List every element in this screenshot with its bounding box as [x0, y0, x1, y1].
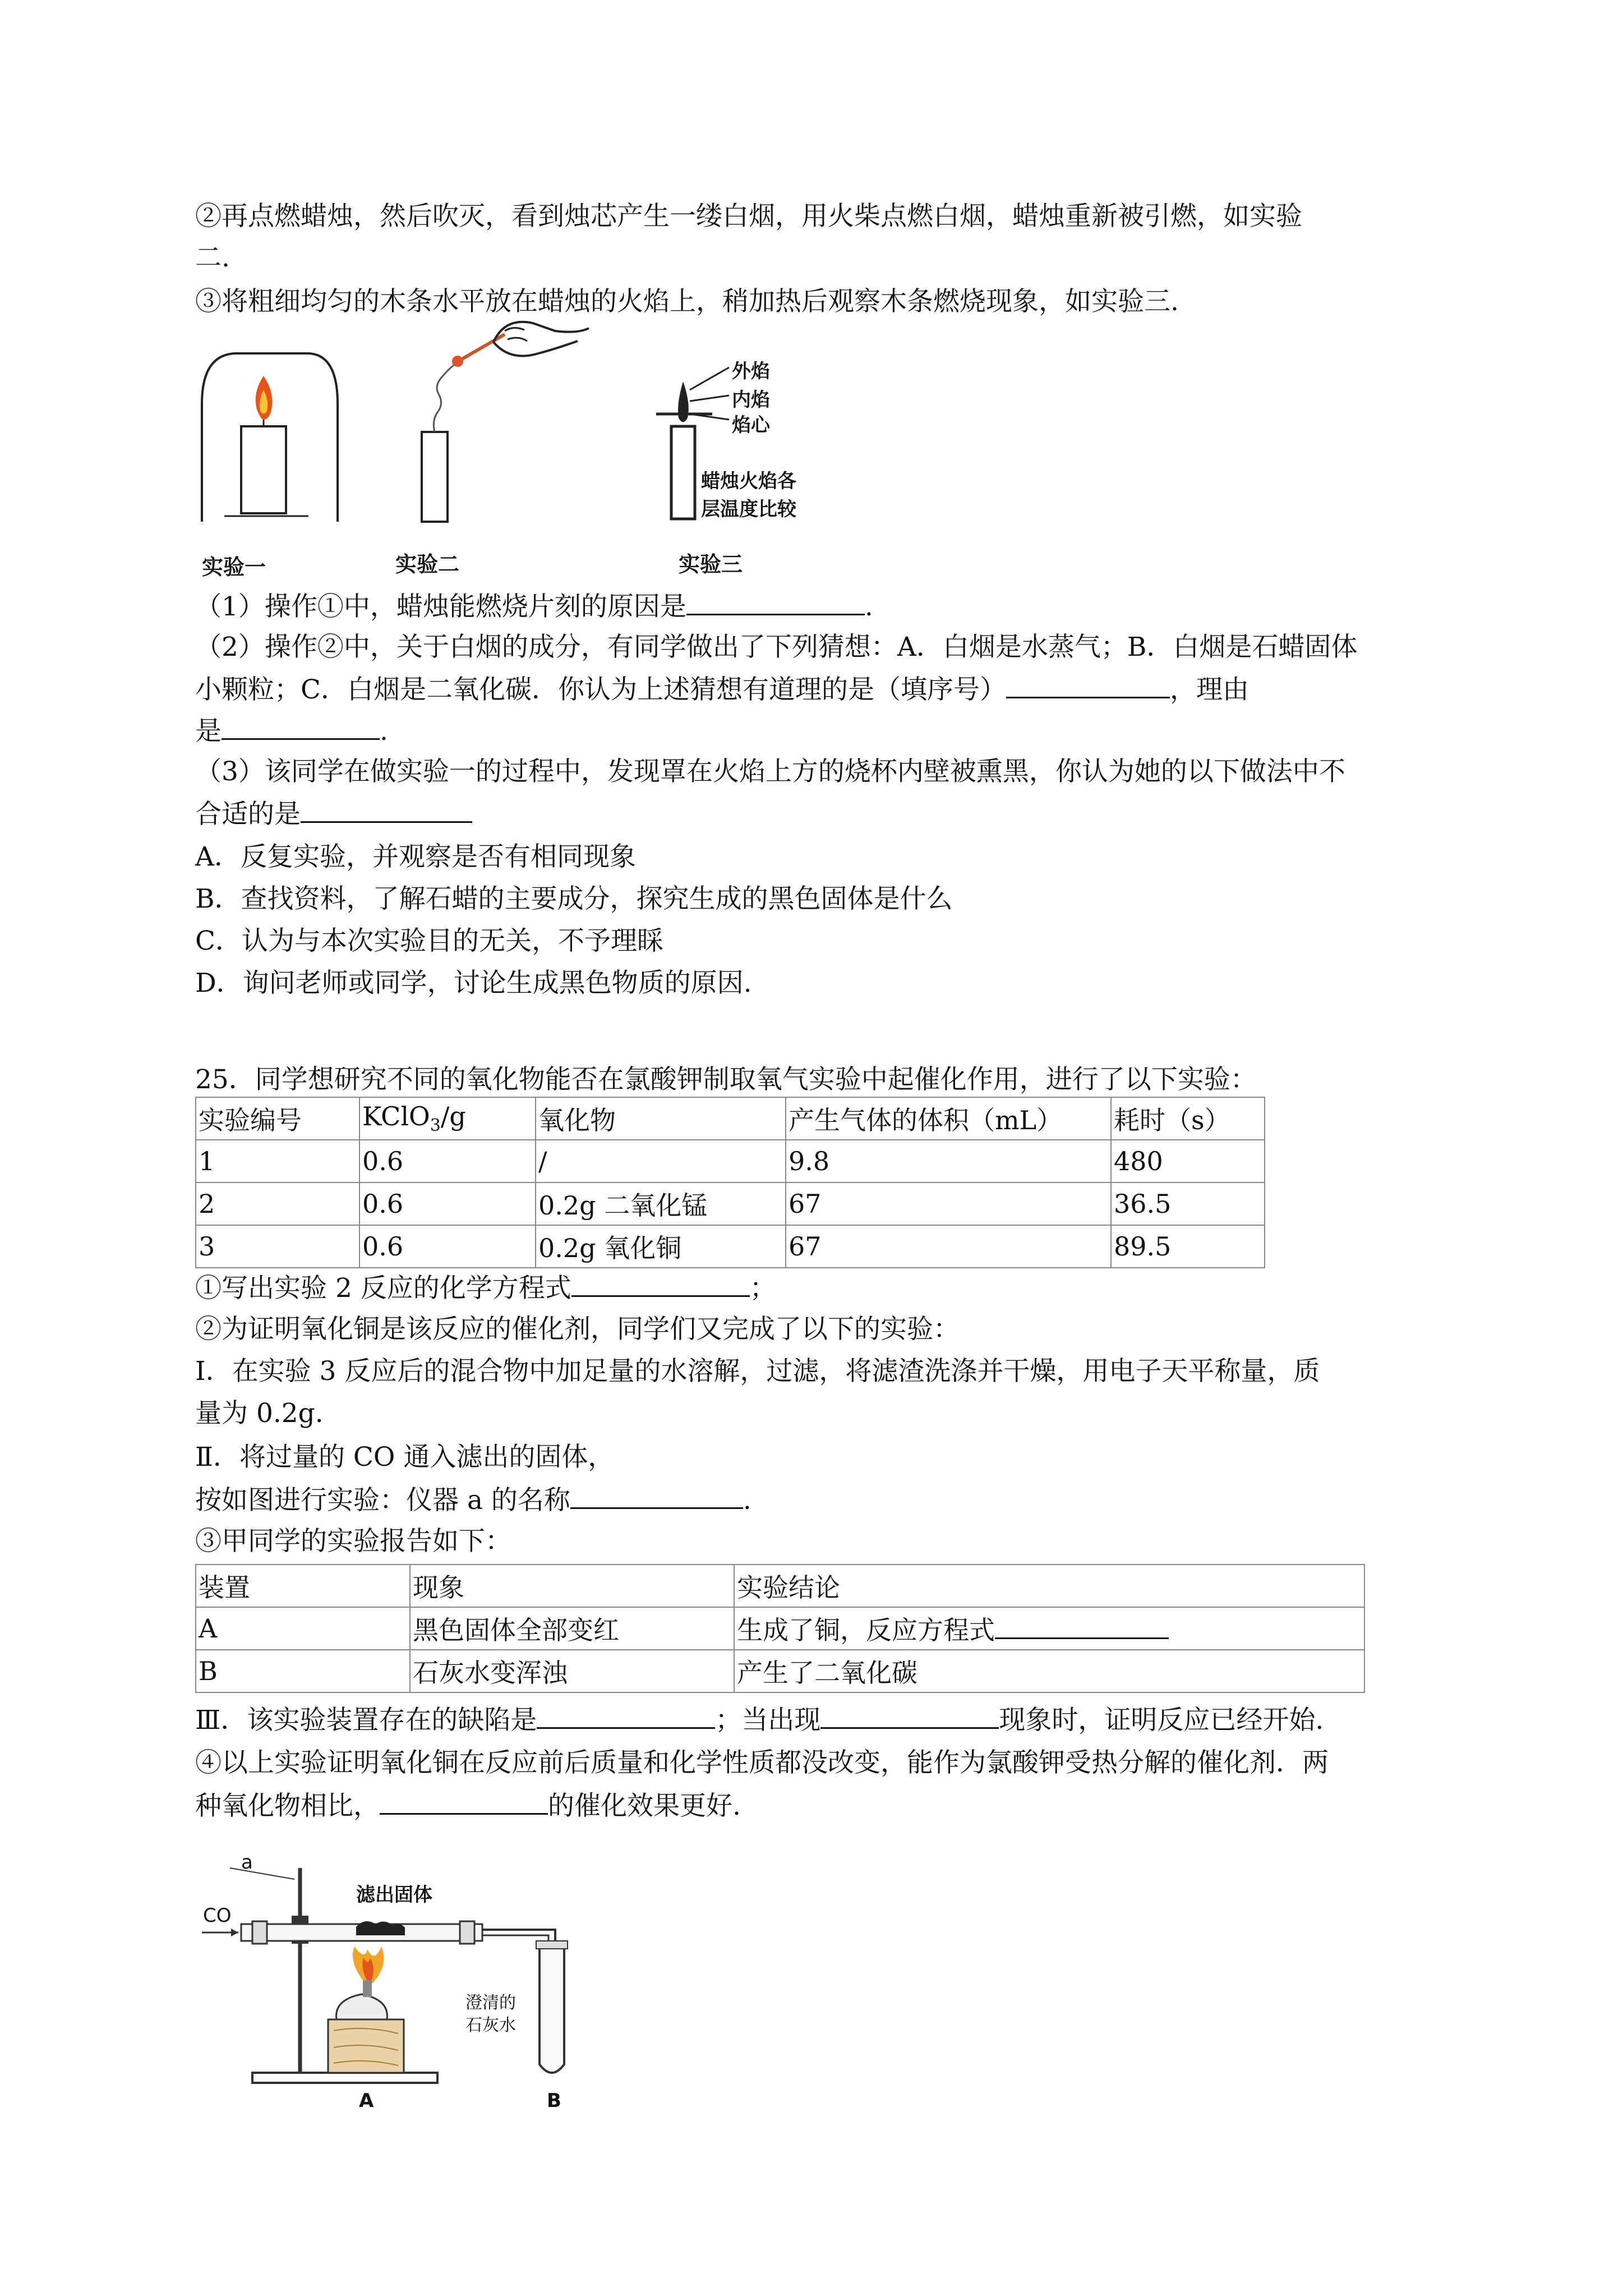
table-row: 1 0.6 / 9.8 480 — [196, 1140, 1265, 1182]
table-header-row — [196, 1097, 1265, 1140]
co-reduction-apparatus-figure — [196, 1851, 623, 2115]
q25-step4-line1: ④以上实验证明氧化铜在反应前后质量和化学性质都没改变，能作为氯酸钾受热分解的催化剂．两 — [195, 1747, 1329, 1778]
q24-part1 — [195, 589, 873, 624]
q25-i-line2: 量为 0.2g. — [195, 1398, 324, 1429]
q24-part1-text: （1）操作①中，蜡烛能燃烧片刻的原因是 — [195, 591, 686, 622]
answer-blank[interactable] — [571, 1271, 750, 1297]
answer-blank[interactable] — [570, 1483, 743, 1509]
q24-part2-text: 小颗粒；C．白烟是二氧化碳．你认为上述猜想有道理的是（填序号） — [195, 674, 1006, 705]
option-d: D．询问老师或同学，讨论生成黑色物质的原因. — [195, 968, 752, 999]
q24-part1-end: . — [864, 591, 873, 622]
q25-stem: 25．同学想研究不同的氧化物能否在氯酸钾制取氧气实验中起催化作用，进行了以下实验： — [195, 1064, 1257, 1095]
step2-line1: ②再点燃蜡烛，然后吹灭，看到烛芯产生一缕白烟，用火柴点燃白烟，蜡烛重新被引燃，如实验 — [195, 201, 1302, 232]
q25-step4-text: 种氧化物相比， — [195, 1791, 380, 1821]
table-row: 3 0.6 0.2g 氧化铜 67 89.5 — [196, 1225, 1265, 1268]
apparatus-b-label: B — [547, 2090, 561, 2112]
table-header: 产生气体的体积（mL） — [786, 1097, 1111, 1140]
q25-step1-end: ； — [749, 1273, 776, 1304]
q24-part2-prefix: 是 — [195, 716, 222, 747]
answer-blank[interactable] — [222, 714, 380, 740]
table-row: 2 0.6 0.2g 二氧化锰 67 36.5 — [196, 1182, 1265, 1225]
report-table — [195, 1564, 1365, 1693]
experiment-table — [195, 1097, 1265, 1268]
table-row: A 黑色固体全部变红 生成了铜，反应方程式 — [196, 1607, 1364, 1650]
table-header: KClO$_3$/g — [359, 1097, 536, 1140]
q25-step4-line2 — [195, 1788, 741, 1823]
q24-part2-line2 — [195, 672, 1249, 707]
answer-blank[interactable] — [537, 1703, 715, 1729]
answer-blank[interactable] — [820, 1703, 999, 1729]
limewater-label-2: 石灰水 — [465, 2016, 516, 2035]
q25-i-line1: Ⅰ．在实验 3 反应后的混合物中加足量的水溶解，过滤，将滤渣洗涤并干燥，用电子天平称量，质 — [195, 1356, 1320, 1387]
q25-ii-text: 按如图进行实验：仪器 a 的名称 — [195, 1485, 570, 1516]
flame-core-label: 焰心 — [732, 414, 770, 436]
step2-line2: 二. — [195, 242, 230, 273]
q25-step4-end: 的催化效果更好. — [548, 1791, 741, 1821]
q25-step1-text: ①写出实验 2 反应的化学方程式 — [195, 1273, 571, 1304]
table-header: 耗时（s） — [1111, 1097, 1265, 1140]
outer-flame-label: 外焰 — [732, 360, 770, 383]
table-header-row — [196, 1565, 1364, 1607]
experiment3-label: 实验三 — [679, 552, 743, 577]
co-label: CO — [203, 1904, 232, 1927]
experiment1-label: 实验一 — [202, 555, 266, 579]
flame-note-line2: 层温度比较 — [701, 498, 796, 521]
table-header: 氧化物 — [536, 1097, 786, 1140]
answer-blank[interactable] — [380, 1788, 548, 1815]
q24-part3-line2 — [195, 797, 472, 831]
table-header: 现象 — [410, 1565, 734, 1607]
q25-step3: ③甲同学的实验报告如下： — [195, 1526, 511, 1557]
flame-note-line1: 蜡烛火焰各 — [701, 470, 796, 493]
label-a: a — [241, 1851, 253, 1874]
table-header: 装置 — [196, 1565, 410, 1607]
table-header: 实验编号 — [196, 1097, 359, 1140]
option-c: C．认为与本次实验目的无关，不予理睬 — [195, 926, 663, 956]
option-b: B．查找资料，了解石蜡的主要成分，探究生成的黑色固体是什么 — [195, 884, 953, 914]
q25-iii-text: Ⅲ．该实验装置存在的缺陷是 — [195, 1705, 537, 1736]
apparatus-a-label: A — [359, 2090, 374, 2112]
q25-ii-end: . — [743, 1485, 751, 1516]
answer-blank[interactable] — [1006, 672, 1170, 698]
answer-blank[interactable] — [301, 797, 472, 823]
q25-step2: ②为证明氧化铜是该反应的催化剂，同学们又完成了以下的实验： — [195, 1314, 960, 1345]
q24-part3-text: 合适的是 — [195, 799, 301, 830]
q24-part2-line1: （2）操作②中，关于白烟的成分，有同学做出了下列猜想：A．白烟是水蒸气；B．白烟是石蜡固体 — [195, 632, 1358, 662]
q24-part3-line1: （3）该同学在做实验一的过程中，发现罩在火焰上方的烧杯内壁被熏黑，你认为她的以下做法中不 — [195, 756, 1345, 787]
q25-iii-end: 现象时，证明反应已经开始. — [999, 1705, 1324, 1736]
q25-iii-mid: ；当出现 — [715, 1705, 821, 1736]
experiment2-label: 实验二 — [395, 552, 460, 577]
q25-iii — [195, 1703, 1324, 1737]
q24-part2-line3 — [195, 714, 388, 748]
answer-blank[interactable] — [686, 589, 865, 615]
table-row: B 石灰水变浑浊 产生了二氧化碳 — [196, 1650, 1364, 1692]
limewater-label-1: 澄清的 — [465, 1993, 516, 2013]
answer-blank[interactable] — [995, 1613, 1169, 1639]
step3-text: ③将粗细均匀的木条水平放在蜡烛的火焰上，稍加热后观察木条燃烧现象，如实验三. — [195, 286, 1179, 317]
option-a: A．反复实验，并观察是否有相同现象 — [195, 841, 636, 872]
q25-ii-line2 — [195, 1483, 751, 1517]
filtered-solid-label: 滤出固体 — [356, 1884, 432, 1906]
q24-part2-end: . — [380, 716, 388, 747]
q25-step1 — [195, 1271, 776, 1305]
inner-flame-label: 内焰 — [732, 389, 770, 411]
q24-part2-reason: ，理由 — [1169, 674, 1249, 705]
q25-ii-line1: Ⅱ．将过量的 CO 通入滤出的固体， — [195, 1442, 615, 1473]
table-header: 实验结论 — [734, 1565, 1364, 1607]
candle-experiments-figure — [191, 320, 836, 583]
